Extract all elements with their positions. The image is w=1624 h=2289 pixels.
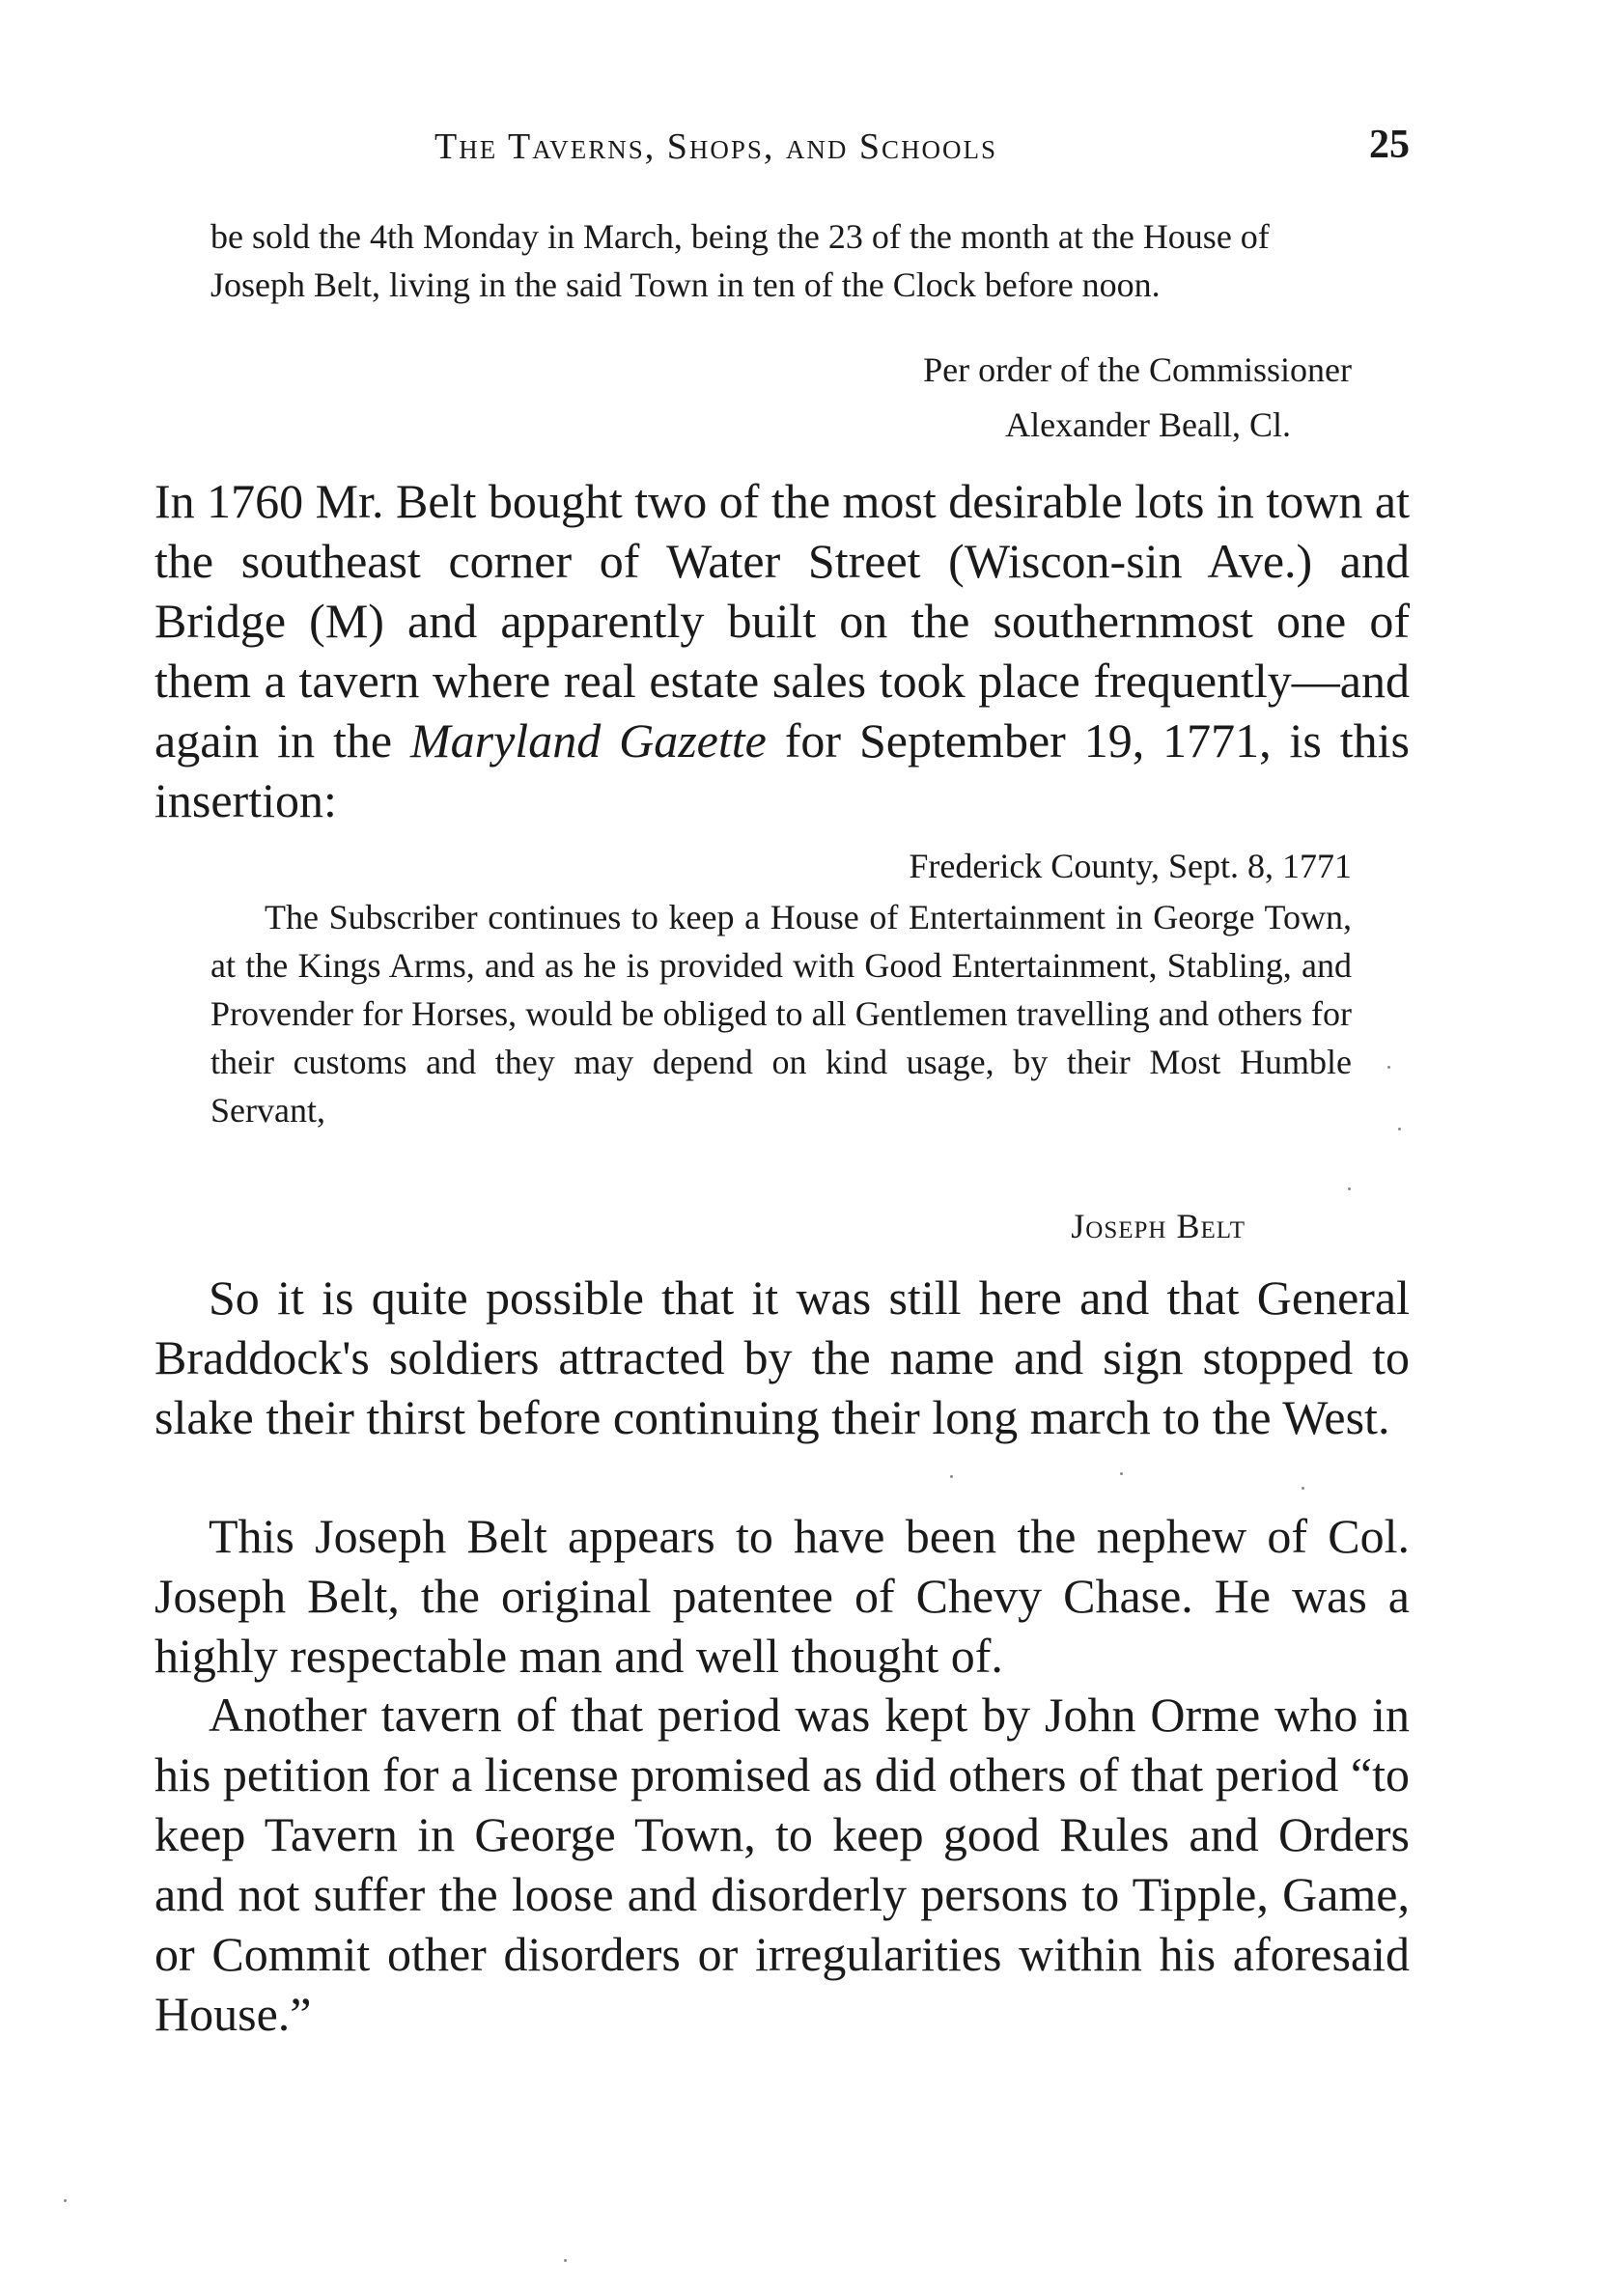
print-speck [1302, 1487, 1304, 1490]
advertisement-text: The Subscriber continues to keep a House of Entertainment in George Town, at the Kings Arms, and as he is provided with Good Entertainment, Stabling, and Provender for Horses, would be obliged to all Gentlemen travelling and others for their customs and they may depend on kind usage, by their Most Humble Servant, [210, 898, 1352, 1130]
print-speck [64, 2199, 67, 2202]
running-head: The Taverns, Shops, and Schools [434, 126, 998, 167]
print-speck [1348, 1187, 1351, 1190]
paragraph-tavern-purchase [154, 471, 1410, 830]
auction-notice-text: be sold the 4th Monday in March, being the 23 of the month at the House of Joseph Belt, living in the said Town in ten of the Clock before noon. [210, 217, 1270, 304]
print-speck [1120, 1472, 1123, 1475]
print-speck [1387, 1066, 1390, 1069]
advertisement-dateline: Frederick County, Sept. 8, 1771 [909, 847, 1352, 885]
paragraph-text: In 1760 Mr. Belt bought two of the most desirable lots in town at the southeast corner of Water Street (Wiscon-sin Ave.) and Bridge (M) and apparently built on the southernmost one of them a tavern where real estate sales took place frequently—and again in the [154, 474, 1410, 768]
order-line: Per order of the Commissioner [923, 350, 1352, 389]
page-header [154, 123, 1410, 183]
paragraph-braddock: So it is quite possible that it was still here and that General Braddock's soldiers attracted by the name and sign stopped to slake their thirst before continuing their long march to the West. [154, 1270, 1410, 1444]
paragraph-john-orme: Another tavern of that period was kept by John Orme who in his petition for a license promised as did others of that period “to keep Tavern in George Town, to keep good Rules and Orders and not suffer the loose and disorderly persons to Tipple, Game, or Commit other disorders or irregularities within his aforesaid House.” [154, 1688, 1410, 2041]
advertisement-signature: Joseph Belt [1071, 1207, 1246, 1245]
print-speck [1398, 1128, 1401, 1131]
page-number: 25 [1369, 123, 1410, 167]
clerk-line: Alexander Beall, Cl. [1005, 405, 1291, 444]
newspaper-title: Maryland Gazette [410, 713, 767, 768]
advertisement-body [210, 893, 1352, 1134]
paragraph-nephew: This Joseph Belt appears to have been the nephew of Col. Joseph Belt, the original patentee of Chevy Chase. He was a highly respectable man and well thought of. [154, 1509, 1410, 1683]
paragraph-text: for September 19, 1771, is this insertion: [154, 713, 1411, 827]
print-speck [564, 2259, 567, 2262]
print-speck [950, 1475, 953, 1478]
auction-notice [210, 212, 1352, 309]
